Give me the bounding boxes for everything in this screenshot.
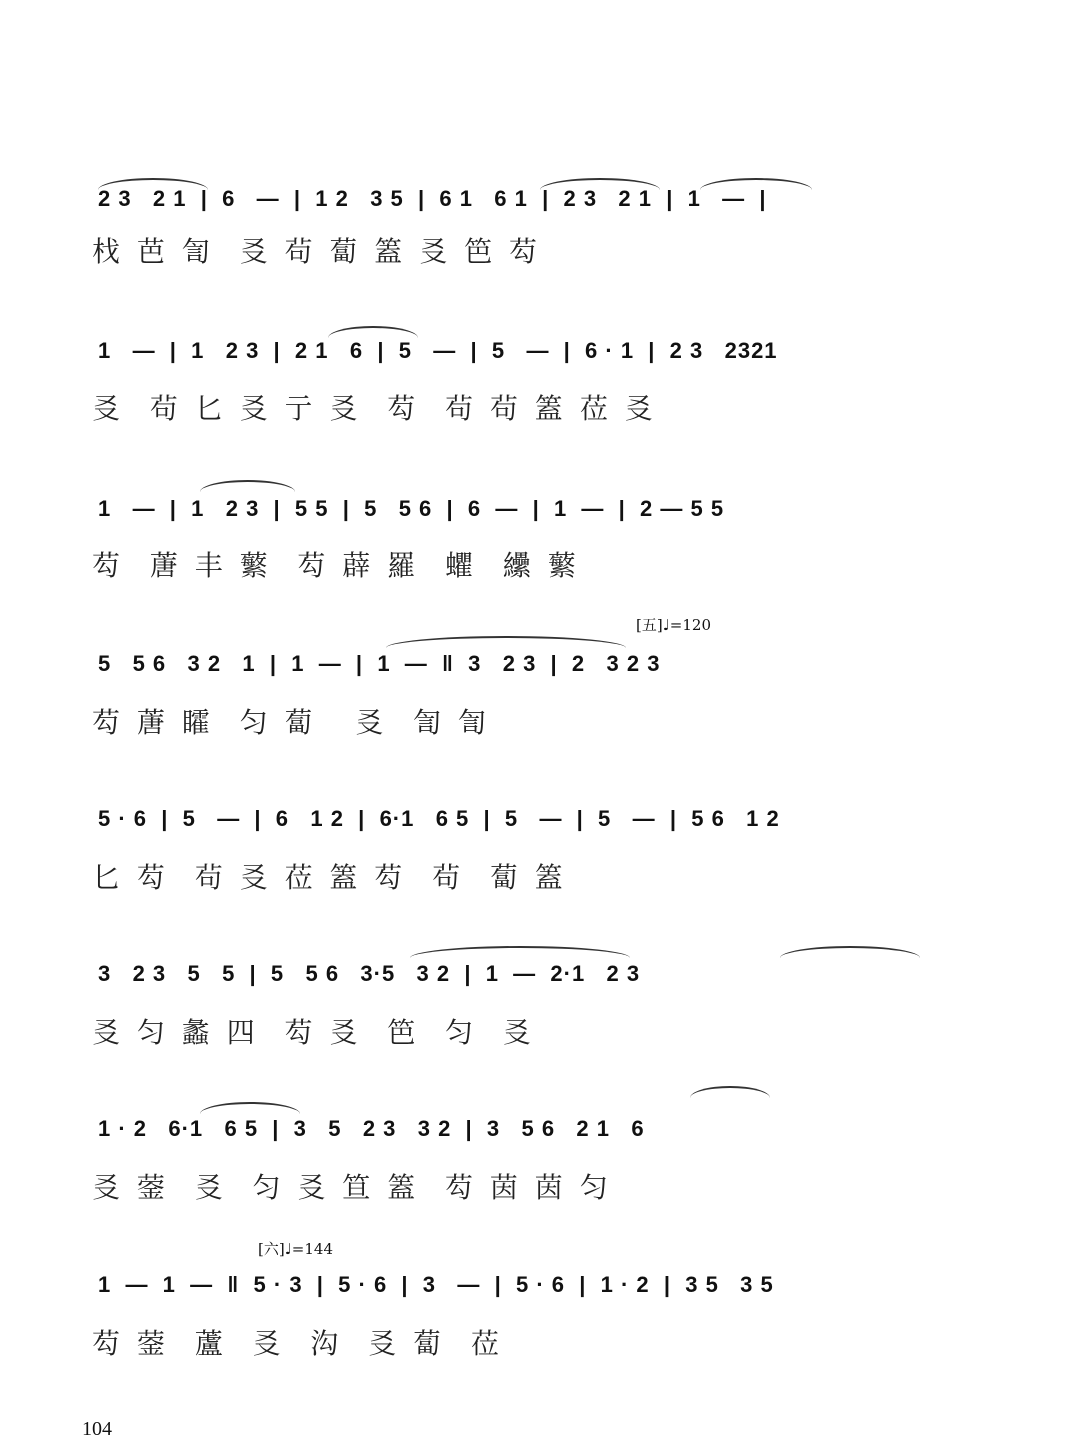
slur	[780, 946, 920, 958]
slur	[690, 1086, 770, 1098]
jianpu-notation: 3 2 3 5 5 | 5 5 6 3·5 3 2 | 1 — 2·1 2 3	[98, 961, 641, 986]
jianzi-tablature: 𣏾 芭 訇 㕛 茍 蔔 篕 㕛 笆 芶	[92, 235, 542, 268]
tempo-marker-5: [五]♩=120	[636, 616, 711, 634]
jianpu-notation: 5 · 6 | 5 — | 6 1 2 | 6·1 6 5 | 5 — | 5 — | 5 6 1 2	[98, 806, 780, 831]
slur	[200, 1102, 300, 1114]
slur	[410, 946, 630, 958]
slur	[700, 178, 812, 190]
jianpu-notation: 1 · 2 6·1 6 5 | 3 5 2 3 3 2 | 3 5 6 2 1 6	[98, 1116, 645, 1141]
jianzi-tablature: 㕛 蓥 㕛 匀 㕛 笪 篕 芶 茵 茵 匀	[92, 1171, 612, 1204]
jianzi-tablature: 㕛 匀 蠡 四 芶 㕛 笆 匀 㕛	[92, 1016, 535, 1049]
slur	[328, 326, 418, 338]
slur	[200, 480, 295, 492]
jianpu-notation: 1 — 1 — ‖ 5 · 3 | 5 · 6 | 3 — | 5 · 6 | 1 · 2 | 3 5 3 5	[98, 1272, 774, 1297]
jianpu-notation: 1 — | 1 2 3 | 2 1 6 | 5 — | 5 — | 6 · 1 | 2 3 2321	[98, 338, 778, 363]
jianzi-tablature: 芶 蓎 丰 蘩 芶 薜 羅 蠷 纝 蘩	[92, 549, 580, 582]
slur	[386, 636, 626, 648]
jianpu-notation: 5 5 6 3 2 1 | 1 — | 1 — ‖ 3 2 3 | 2 3 2 3	[98, 651, 661, 676]
page-number: 104	[82, 1418, 112, 1440]
jianpu-notation: 2 3 2 1 | 6 — | 1 2 3 5 | 6 1 6 1 | 2 3 2 1 | 1 — |	[98, 186, 767, 211]
jianpu-notation: 1 — | 1 2 3 | 5 5 | 5 5 6 | 6 — | 1 — | 2 — 5 5	[98, 496, 725, 521]
slur	[98, 178, 208, 190]
jianzi-tablature: 芶 蓥 蘆 㕛 沟 㕛 蔔 莅	[92, 1327, 503, 1360]
jianzi-tablature: 㕛 茍 匕 㕛 亍 㕛 芶 茍 茍 篕 莅 㕛	[92, 392, 657, 425]
tempo-marker-6: [六]♩=144	[258, 1240, 333, 1258]
slur	[540, 178, 660, 190]
jianzi-tablature: 匕 芶 茍 㕛 莅 篕 芶 茍 蔔 篕	[92, 861, 567, 894]
jianzi-tablature: 芶 蓎 矐 匀 蔔 㕛 訇 訇	[92, 706, 490, 739]
